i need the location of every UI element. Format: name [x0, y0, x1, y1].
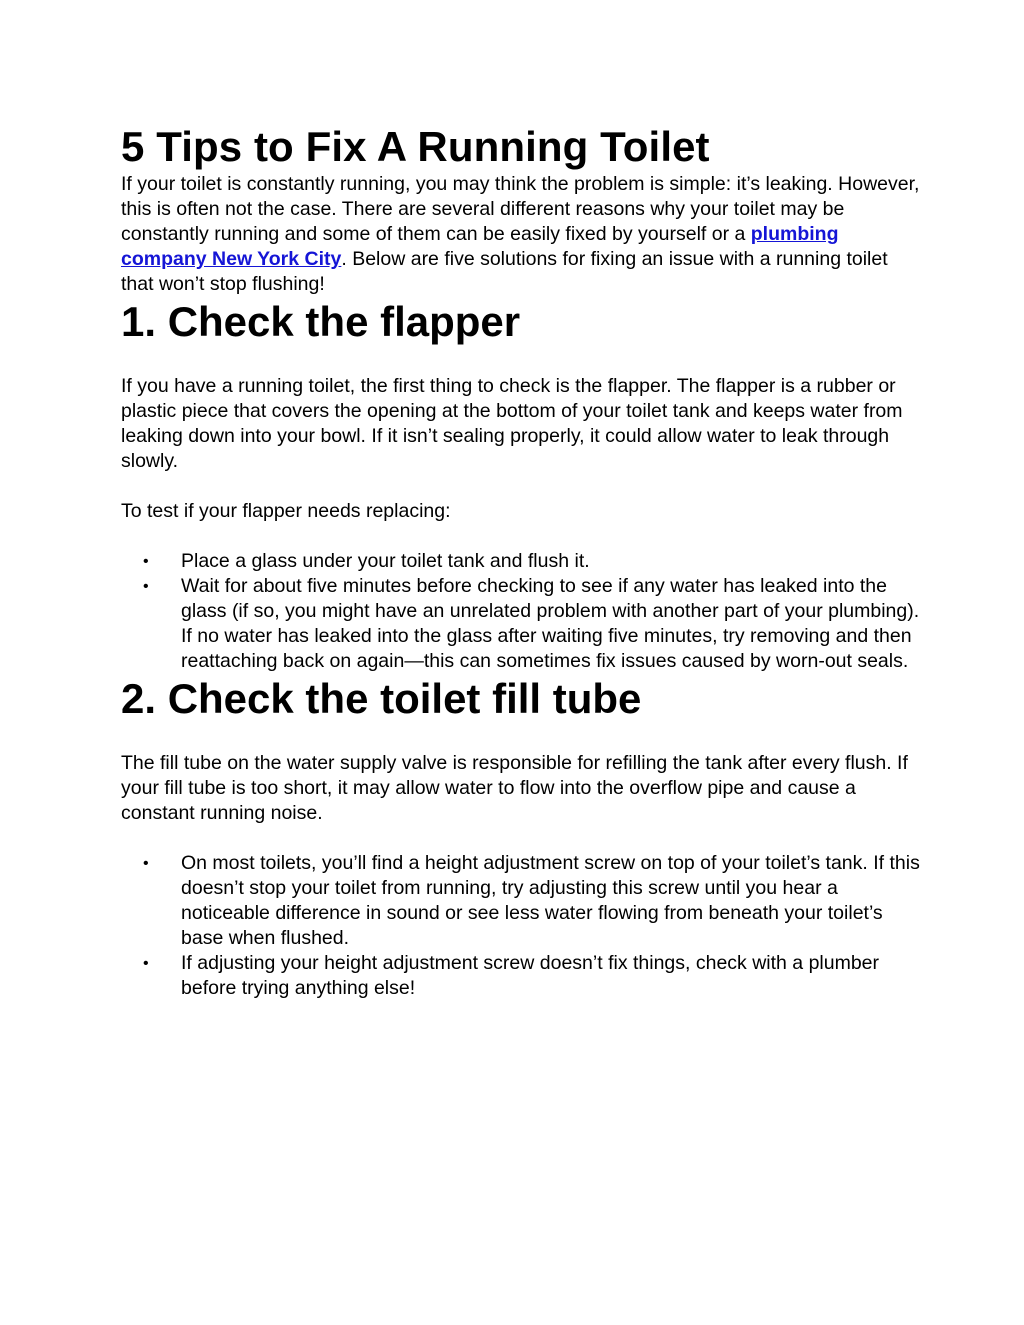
list-item [121, 951, 921, 1001]
section-1-bullet-list [121, 549, 921, 674]
section-1-lead: To test if your flapper needs replacing: [121, 500, 451, 522]
list-item-text: If adjusting your height adjustment screw doesn’t fix things, check with a plumber before trying anything else! [181, 952, 880, 999]
section-2-bullet-list [121, 851, 921, 1001]
bullet-icon: • [143, 553, 149, 570]
intro-paragraph [121, 172, 921, 297]
intro-text-before-link: If your toilet is constantly running, you may think the problem is simple: it’s leaking. However, this is often not the case. There are several different reasons why your toilet may be constantly running and some of them can be easily fixed by yourself or a [121, 173, 920, 245]
bullet-icon: • [143, 578, 149, 595]
section-1-heading: 1. Check the flapper [121, 298, 521, 345]
bullet-icon: • [143, 855, 149, 872]
document-body [121, 118, 921, 1001]
intro-text-after-link: . Below are five solutions for fixing an issue with a running toilet that won’t stop flushing! [121, 248, 888, 295]
page-title: 5 Tips to Fix A Running Toilet [121, 123, 710, 170]
section-1-paragraph: If you have a running toilet, the first thing to check is the flapper. The flapper is a rubber or plastic piece that covers the opening at the bottom of your toilet tank and keeps water from leaking down into your bowl. If it isn’t sealing properly, it could allow water to leak through slowly. [121, 375, 903, 472]
section-2-heading: 2. Check the toilet fill tube [121, 675, 642, 722]
list-item [121, 549, 921, 574]
bullet-icon: • [143, 955, 149, 972]
list-item-text: On most toilets, you’ll find a height adjustment screw on top of your toilet’s tank. If this doesn’t stop your toilet from running, try adjusting this screw until you hear a noticeable difference in sound or see less water flowing from beneath your toilet’s base when flushed. [181, 852, 920, 949]
plumbing-company-link[interactable]: plumbing company New York City [121, 223, 839, 270]
list-item [121, 574, 921, 674]
section-2-paragraph: The fill tube on the water supply valve is responsible for refilling the tank after every flush. If your fill tube is too short, it may allow water to flow into the overflow pipe and cause a constant running noise. [121, 752, 908, 824]
list-item-text: Wait for about five minutes before checking to see if any water has leaked into the glass (if so, you might have an unrelated problem with another part of your plumbing). If no water has leaked into the glass after waiting five minutes, try removing and then reattaching back on again—this can sometimes fix issues caused by worn-out seals. [181, 575, 920, 672]
list-item-text: Place a glass under your toilet tank and flush it. [181, 550, 590, 572]
list-item [121, 851, 921, 951]
